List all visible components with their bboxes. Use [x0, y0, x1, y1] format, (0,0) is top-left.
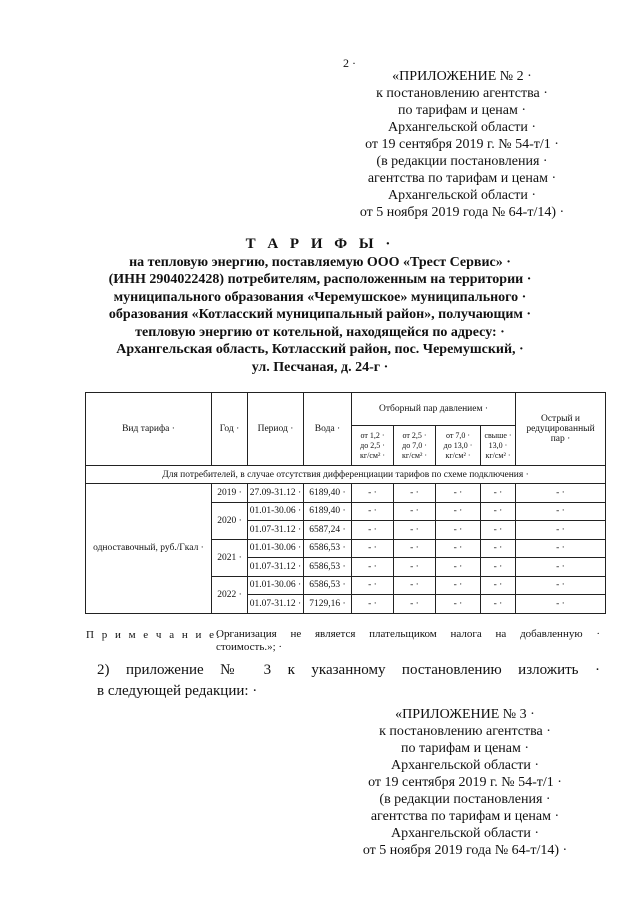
- cell-dash: - ·: [352, 576, 394, 595]
- appendix-bottom-line: (в редакции постановления ·: [379, 792, 551, 807]
- cell-dash: - ·: [516, 502, 606, 521]
- appendix-top-line: по тарифам и ценам ·: [397, 103, 527, 118]
- header-year: Год ·: [212, 393, 248, 466]
- appendix-bottom-line: «ПРИЛОЖЕНИЕ № 3 ·: [395, 707, 535, 722]
- cell-water: 6587,24 ·: [304, 521, 352, 540]
- cell-dash: - ·: [436, 576, 481, 595]
- tariffs-description: [0, 254, 640, 377]
- cell-period: 01.07-31.12 ·: [248, 558, 304, 577]
- header-steam-sub-line: от 7,0 ·: [445, 430, 471, 440]
- cell-dash: - ·: [352, 558, 394, 577]
- cell-period: 01.01-30.06 ·: [248, 539, 304, 558]
- page-number: 2 ·: [343, 56, 356, 70]
- cell-dash: - ·: [481, 595, 516, 614]
- cell-dash: - ·: [352, 484, 394, 503]
- header-tariff-type: Вид тарифа ·: [86, 393, 212, 466]
- cell-dash: - ·: [394, 539, 436, 558]
- appendix-top-line: Архангельской области ·: [387, 120, 537, 135]
- cell-dash: - ·: [436, 484, 481, 503]
- cell-dash: - ·: [516, 539, 606, 558]
- paragraph-line-2: в следующей редакции: ·: [97, 683, 258, 699]
- cell-dash: - ·: [436, 595, 481, 614]
- cell-dash: - ·: [481, 539, 516, 558]
- cell-water: 6189,40 ·: [304, 484, 352, 503]
- appendix-top-line: от 5 ноября 2019 года № 64-т/14) ·: [359, 205, 565, 220]
- header-steam-sub-line: от 2,5 ·: [402, 430, 427, 440]
- header-steam-sub-line: кг/см² ·: [485, 450, 511, 460]
- header-steam-sub-line: свыше ·: [484, 430, 512, 440]
- appendix-header-top: [332, 68, 592, 221]
- appendix-bottom-line: по тарифам и ценам ·: [400, 741, 530, 756]
- appendix-bottom-line: к постановлению агентства ·: [379, 724, 551, 739]
- tariffs-description-line: (ИНН 2904022428) потребителям, расположенным на территории ·: [108, 272, 532, 287]
- appendix-bottom-line: Архангельской области ·: [390, 826, 540, 841]
- header-period: Период ·: [248, 393, 304, 466]
- cell-dash: - ·: [394, 595, 436, 614]
- tariffs-title: [0, 236, 640, 376]
- cell-dash: - ·: [516, 595, 606, 614]
- paragraph-line-1: 2) приложение № 3 к указанному постановлению изложить ·: [97, 662, 600, 678]
- header-steam-sub: [436, 426, 481, 466]
- table-row: [86, 484, 606, 503]
- appendix-top-line: «ПРИЛОЖЕНИЕ № 2 ·: [392, 69, 532, 84]
- cell-dash: - ·: [394, 521, 436, 540]
- cell-dash: - ·: [516, 576, 606, 595]
- note-text: Организация не является плательщиком налога на добавленную ·: [216, 628, 600, 640]
- cell-year: 2022 ·: [212, 576, 248, 613]
- tariffs-heading: Т А Р И Ф Ы ·: [245, 236, 395, 252]
- appendix-top-line: (в редакции постановления ·: [376, 154, 548, 169]
- cell-water: 6189,40 ·: [304, 502, 352, 521]
- cell-dash: - ·: [436, 521, 481, 540]
- tariffs-description-line: ул. Песчаная, д. 24-г ·: [251, 359, 389, 375]
- cell-year: 2019 ·: [212, 484, 248, 503]
- tariff-table: [85, 392, 606, 614]
- header-steam-sub-line: до 7,0 ·: [402, 440, 427, 450]
- tariffs-description-line: на тепловую энергию, поставляемую ООО «Трест Сервис» ·: [129, 254, 511, 270]
- tariffs-description-line: муниципального образования «Черемушское» муниципального ·: [113, 289, 527, 305]
- cell-period: 01.01-30.06 ·: [248, 576, 304, 595]
- cell-dash: - ·: [481, 484, 516, 503]
- cell-dash: - ·: [352, 595, 394, 614]
- header-steam-sub-line: до 2,5 ·: [360, 440, 385, 450]
- cell-period: 27.09-31.12 ·: [248, 484, 304, 503]
- appendix-bottom-line: от 5 ноября 2019 года № 64-т/14) ·: [362, 843, 568, 858]
- header-steam-group: Отборный пар давлением ·: [352, 393, 516, 426]
- cell-dash: - ·: [352, 521, 394, 540]
- cell-dash: - ·: [352, 502, 394, 521]
- cell-dash: - ·: [516, 521, 606, 540]
- header-steam-sub-line: кг/см² ·: [401, 450, 428, 460]
- cell-period: 01.01-30.06 ·: [248, 502, 304, 521]
- cell-dash: - ·: [481, 521, 516, 540]
- cell-dash: - ·: [516, 484, 606, 503]
- row-label: одноставочный, руб./Гкал ·: [86, 484, 212, 614]
- cell-period: 01.07-31.12 ·: [248, 521, 304, 540]
- header-water: Вода ·: [304, 393, 352, 466]
- note-text-continued: стоимость.»; ·: [216, 641, 283, 653]
- cell-dash: - ·: [394, 576, 436, 595]
- appendix-bottom-line: Архангельской области ·: [390, 758, 540, 773]
- cell-dash: - ·: [481, 558, 516, 577]
- note-label: П р и м е ч а н и е. ·: [86, 629, 234, 641]
- appendix-top-line: Архангельской области ·: [387, 188, 537, 203]
- header-steam-sub-line: до 13,0 ·: [443, 440, 473, 450]
- cell-water: 6586,53 ·: [304, 558, 352, 577]
- appendix-top-line: от 19 сентября 2019 г. № 54-т/1 ·: [365, 137, 559, 152]
- cell-dash: - ·: [436, 558, 481, 577]
- appendix-top-line: агентства по тарифам и ценам ·: [367, 171, 557, 186]
- appendix-bottom-line: от 19 сентября 2019 г. № 54-т/1 ·: [368, 775, 562, 790]
- header-steam-sub-line: 13,0 ·: [488, 440, 508, 450]
- header-steam-sub: [394, 426, 436, 466]
- header-steam-sub: [352, 426, 394, 466]
- header-steam-sub-line: от 1,2 ·: [360, 430, 385, 440]
- cell-water: 6586,53 ·: [304, 539, 352, 558]
- header-steam-sub-line: кг/см² ·: [359, 450, 386, 460]
- cell-dash: - ·: [481, 502, 516, 521]
- cell-dash: - ·: [481, 576, 516, 595]
- cell-dash: - ·: [394, 502, 436, 521]
- tariffs-description-line: Архангельская область, Котласский район, пос. Черемушский, ·: [116, 342, 524, 357]
- appendix-top-line: к постановлению агентства ·: [376, 86, 548, 101]
- cell-dash: - ·: [352, 539, 394, 558]
- cell-dash: - ·: [394, 558, 436, 577]
- appendix-header-bottom: [335, 706, 595, 859]
- header-steam-sub-line: кг/см² ·: [445, 450, 471, 460]
- cell-dash: - ·: [394, 484, 436, 503]
- cell-dash: - ·: [516, 558, 606, 577]
- tariffs-description-line: тепловую энергию от котельной, находящейся по адресу: ·: [135, 324, 505, 340]
- cell-dash: - ·: [436, 539, 481, 558]
- header-steam-sub: [481, 426, 516, 466]
- cell-year: 2020 ·: [212, 502, 248, 539]
- cell-water: 6586,53 ·: [304, 576, 352, 595]
- cell-dash: - ·: [436, 502, 481, 521]
- tariffs-description-line: образования «Котласский муниципальный район», получающим ·: [108, 307, 532, 322]
- cell-period: 01.07-31.12 ·: [248, 595, 304, 614]
- header-acute-steam: Острый и редуцированный пар ·: [516, 393, 606, 466]
- cell-water: 7129,16 ·: [304, 595, 352, 614]
- section-label: Для потребителей, в случае отсутствия дифференциации тарифов по схеме подключения ·: [86, 466, 606, 484]
- cell-year: 2021 ·: [212, 539, 248, 576]
- appendix-bottom-line: агентства по тарифам и ценам ·: [370, 809, 560, 824]
